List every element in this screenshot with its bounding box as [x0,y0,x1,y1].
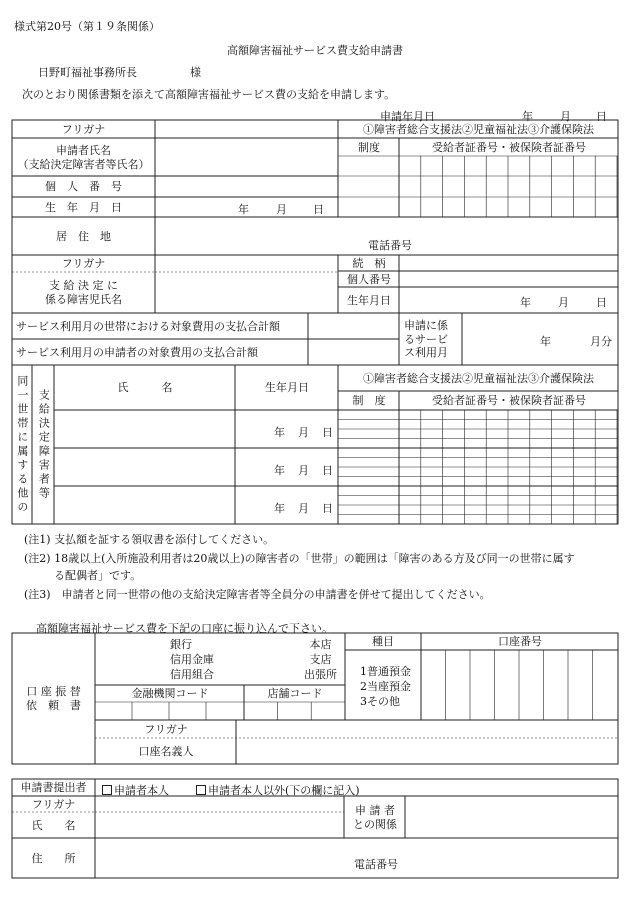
household-member-2-month: 月 [298,464,309,477]
household-cert-header: 受給者証番号・被保険者証番号 [432,393,586,407]
household-member-3-day: 日 [322,502,333,515]
household-birth-header: 生年月日 [265,381,309,395]
submitter-label: 申請書提出者 [20,781,87,795]
submitter-relation-line2: との関係 [353,817,397,831]
child-furigana-label: フリガナ [61,257,106,271]
note-2-continued: る配偶者」です。 [54,569,142,582]
account-type-header: 種目 [372,635,394,649]
submitter-other-checkbox[interactable] [196,785,206,795]
branch-type-honten: 本店 [309,638,332,651]
child-birth-year: 年 [520,296,531,309]
household-name-header: 氏 名 [117,381,173,395]
household-member-3-name[interactable] [55,487,235,524]
application-date-day: 日 [596,110,607,123]
household-total-field[interactable] [309,314,399,339]
note-2: (注2) 18歳以上(入所施設利用者は20歳以上)の障害者の「世帯」の範囲は「障害のある方及び同一の世帯に属す [24,552,575,565]
submitter-self-text: 申請者本人 [114,784,169,797]
form-title: 高額障害福祉サービス費支給申請書 [227,44,403,57]
submitter-relation-field[interactable] [406,797,618,838]
household-law-header: ①障害者総合支援法②児童福祉法③介護保険法 [363,371,594,385]
household-member-1-name[interactable] [55,411,235,448]
bank-type-shinkumi: 信用組合 [170,668,214,681]
submitter-phone-label: 電話番号 [354,858,398,871]
application-date-label: 申請年月日 [380,110,435,123]
bank-type-shinkin: 信用金庫 [170,653,214,666]
applicant-birth-month: 月 [276,203,287,216]
branch-type-list [304,637,337,682]
child-name-label-line2: 係る障害児氏名 [45,293,122,306]
applicant-kojin-bango-field[interactable] [156,177,338,197]
applicant-phone-label: 電話番号 [368,239,412,252]
holder-name-label: 口座名義人 [138,744,194,758]
holder-name-field[interactable] [237,721,618,764]
household-total-label: サービス利用月の世帯における対象費用の支払合計額 [16,319,280,333]
addressee: 日野町福祉事務所長 [38,66,137,79]
applicant-furigana-field[interactable] [156,121,338,138]
branch-type-shutchojo: 出張所 [304,668,337,681]
account-type-other: 3その他 [360,695,400,708]
bank-type-ginko: 銀行 [170,638,192,651]
child-name-label [12,273,155,313]
household-member-2-year: 年 [274,464,285,477]
submitter-address-label: 住 所 [31,851,76,865]
application-date-year: 年 [522,110,533,123]
household-side-label-outer: 同一世帯に属する他の [15,375,29,515]
applicant-name-field[interactable] [156,139,338,176]
applicant-address-label: 居 住 地 [56,229,111,243]
submitter-relation-label [345,797,405,838]
submitter-self-checkbox[interactable] [102,785,112,795]
account-number-header: 口座番号 [498,635,542,649]
child-name-label-line1: 支 給 決 定 に [49,279,118,293]
addressee-sama: 様 [190,66,201,79]
applicant-birth-day: 日 [313,203,324,216]
submitter-other-text: 申請者本人以外(下の欄に記入) [208,784,360,797]
applicant-law-header: ①障害者総合支援法②児童福祉法③介護保険法 [363,122,594,136]
account-type-toza: 2当座預金 [360,680,411,693]
child-name-field[interactable] [156,256,338,313]
child-relation-label: 続 柄 [352,256,386,270]
service-month-label [400,314,462,365]
service-month-year: 年 [540,335,551,348]
bank-intro: 高額障害福祉サービス費を下記の口座に振り込んで下さい。 [36,622,333,635]
intro-text: 次のとおり関係書類を添えて高額障害福祉サービス費の支給を申請します。 [22,88,396,101]
service-month-label-line1: 申請に係 [404,318,448,332]
applicant-name-label [12,139,155,176]
household-member-1-day: 日 [322,426,333,439]
holder-furigana-label: フリガナ [144,722,188,736]
note-3: (注3) 申請者と同一世帯の他の支給決定障害者等全員分の申請書を併せて提出してください。 [24,588,491,601]
form-number: 様式第20号（第１９条関係） [14,20,160,33]
applicant-cert-header: 受給者証番号・被保険者証番号 [432,140,586,154]
application-date-month: 月 [560,110,571,123]
submitter-name-label: 氏 名 [31,818,76,832]
applicant-birth-label: 生 年 月 日 [45,200,122,214]
applicant-name-label-line2: （支給決定障害者等氏名） [17,157,150,171]
child-kojin-bango-label: 個人番号 [347,272,391,286]
child-birth-month: 月 [558,296,569,309]
applicant-furigana-label: フリガナ [61,122,106,136]
branch-code-label: 店舗コード [267,687,323,701]
submitter-furigana-label: フリガナ [31,797,76,811]
account-type-options [360,664,411,709]
applicant-seido-label: 制度 [358,140,380,154]
household-member-2-day: 日 [322,464,333,477]
household-side-label-inner: 支給決定障害者等 [37,389,51,501]
bank-code-label: 金融機関コード [131,687,209,701]
bank-type-list [170,637,214,682]
applicant-kojin-bango-label: 個 人 番 号 [45,180,122,194]
child-birth-label: 生年月日 [347,293,391,307]
household-member-1-year: 年 [274,426,285,439]
applicant-total-label: サービス利用月の申請者の対象費用の支払合計額 [16,345,258,359]
branch-type-shiten: 支店 [309,653,332,666]
household-member-2-name[interactable] [55,449,235,486]
note-1: (注1) 支払額を証する領収書を添付してください。 [24,533,275,546]
child-birth-day: 日 [596,296,607,309]
submitter-option-self[interactable] [102,782,169,798]
service-month-label-line3: ス利用月 [404,346,448,360]
applicant-total-field[interactable] [309,340,399,365]
applicant-birth-year: 年 [238,203,249,216]
service-month-label-line2: るサービ [404,332,448,346]
applicant-name-label-line1: 申請者氏名 [56,143,111,157]
household-seido-label: 制 度 [352,393,386,407]
bank-side-label-line1: 口 座 振 替 [26,685,81,699]
bank-side-label [12,634,95,764]
submitter-option-other[interactable] [196,782,360,798]
account-type-futsu: 1普通預金 [360,665,411,678]
submitter-relation-line1: 申 請 者 [355,803,395,817]
service-month-month: 月分 [590,335,612,348]
bank-side-label-line2: 依 頼 書 [26,699,81,712]
household-member-1-month: 月 [298,426,309,439]
household-member-3-month: 月 [298,502,309,515]
household-member-3-year: 年 [274,502,285,515]
submitter-name-field[interactable] [96,797,344,838]
